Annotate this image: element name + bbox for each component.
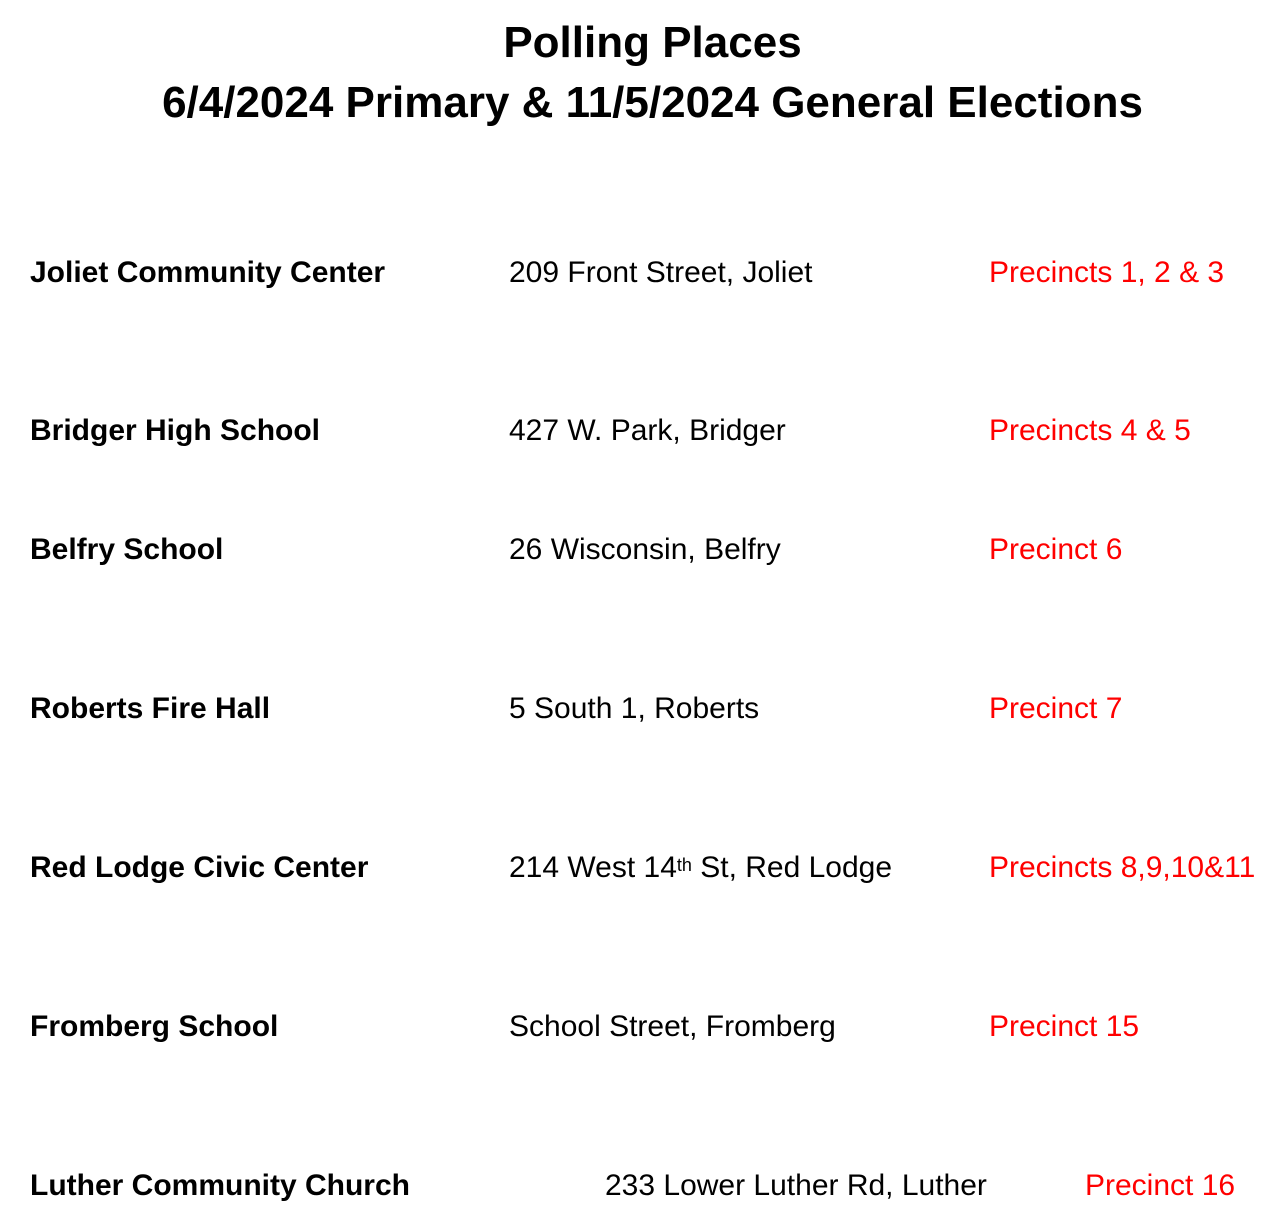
page-subtitle: 6/4/2024 Primary & 11/5/2024 General Elections: [162, 78, 1143, 127]
polling-place-precincts: Precincts 1, 2 & 3: [989, 256, 1225, 289]
polling-place-name: Bridger High School: [30, 414, 321, 447]
page-title: Polling Places: [503, 18, 802, 67]
polling-place-address: 26 Wisconsin, Belfry: [509, 533, 781, 566]
polling-place-address: 427 W. Park, Bridger: [509, 414, 786, 447]
polling-place-name: Luther Community Church: [30, 1169, 410, 1202]
polling-place-address: 209 Front Street, Joliet: [509, 256, 813, 289]
polling-place-address: 5 South 1, Roberts: [509, 692, 760, 725]
polling-place-precincts: Precincts 8,9,10&11: [989, 851, 1256, 884]
polling-place-precincts: Precinct 16: [1085, 1169, 1236, 1202]
polling-place-precincts: Precinct 15: [989, 1010, 1140, 1043]
polling-place-address: [509, 853, 892, 883]
polling-place-name: Roberts Fire Hall: [30, 692, 271, 725]
polling-place-address: School Street, Fromberg: [509, 1010, 836, 1043]
polling-place-name: Joliet Community Center: [30, 256, 386, 289]
address-part: 214 West 14: [509, 851, 677, 884]
polling-place-precincts: Precinct 6: [989, 533, 1123, 566]
polling-place-precincts: Precincts 4 & 5: [989, 414, 1191, 447]
polling-place-address: 233 Lower Luther Rd, Luther: [605, 1169, 987, 1202]
polling-place-precincts: Precinct 7: [989, 692, 1123, 725]
polling-place-name: Fromberg School: [30, 1010, 279, 1043]
ordinal-suffix: th: [676, 855, 692, 875]
polling-place-name: Red Lodge Civic Center: [30, 851, 369, 884]
polling-place-name: Belfry School: [30, 533, 224, 566]
address-part: St, Red Lodge: [691, 851, 893, 884]
